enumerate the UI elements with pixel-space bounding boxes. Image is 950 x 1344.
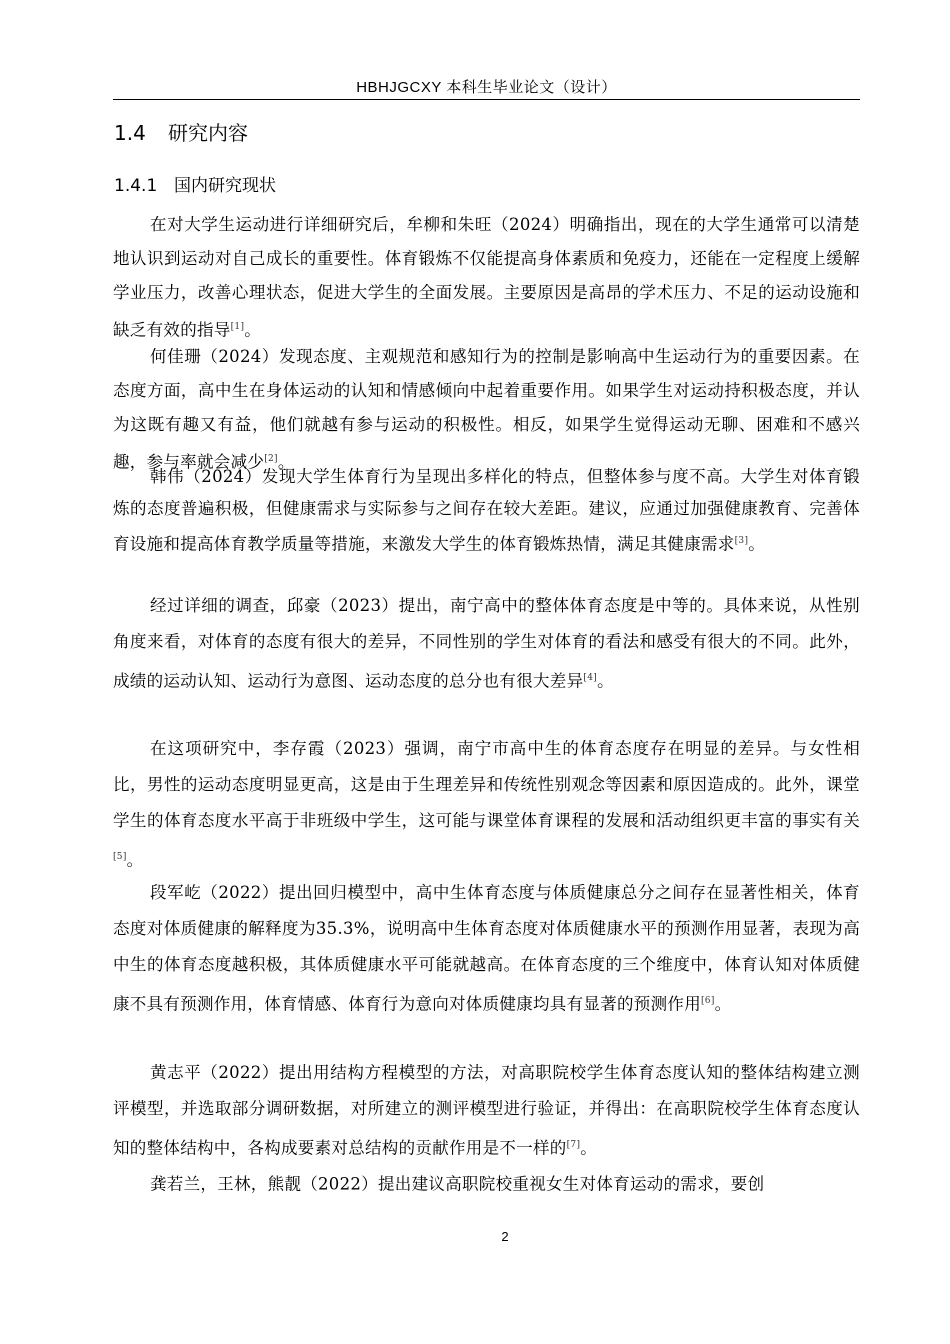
running-header: HBHJGCXY 本科生毕业论文（设计） bbox=[356, 79, 617, 96]
paragraph-text: 韩伟（2024）发现大学生体育行为呈现出多样化的特点，但整体参与度不高。大学生对体育锻炼的态度普遍积极，但健康需求与实际参与之间存在较大差距。建议，应通过加强健康教育、完善体育设施和提高体育教学质量等措施，来激发大学生的体育锻炼热情，满足其健康需求 bbox=[113, 467, 860, 554]
citation-ref: [4] bbox=[583, 673, 598, 683]
section-number: 1.4 bbox=[114, 121, 146, 145]
header-rule bbox=[113, 99, 860, 100]
paragraph-text: 黄志平（2022）提出用结构方程模型的方法，对高职院校学生体育态度认知的整体结构建立测评模型，并选取部分调研数据，对所建立的测评模型进行验证，并得出：在高职院校学生体育态度认知的整体结构中，各构成要素对总结构的贡献作用是不一样的 bbox=[113, 1063, 860, 1158]
citation-ref: [3] bbox=[734, 536, 749, 546]
subsection-title: 国内研究现状 bbox=[174, 176, 276, 196]
paragraph: 经过详细的调查，邱豪（2023）提出，南宁高中的整体体育态度是中等的。具体来说，从性别角度来看，对体育的态度有很大的差异，不同性别的学生对体育的看法和感受有很大的不同。此外，成绩的运动认知、运动行为意图、运动态度的总分也有很大差异[4]。 bbox=[113, 596, 860, 691]
citation-ref: [6] bbox=[701, 996, 715, 1006]
paragraph-text: 在这项研究中，李存霞（2023）强调，南宁市高中生的体育态度存在明显的差异。与女性相比，男性的运动态度明显更高，这是由于生理差异和传统性别观念等因素和原因造成的。此外，课堂学生的体育态度水平高于非班级中学生，这可能与课堂体育课程的发展和活动组织更丰富的事实有关 bbox=[113, 739, 860, 830]
paragraph-text: 何佳珊（2024）发现态度、主观规范和感知行为的控制是影响高中生运动行为的重要因素。在态度方面，高中生在身体运动的认知和情感倾向中起着重要作用。如果学生对运动持积极态度，并认为这既有趣又有益，他们就越有参与运动的积极性。相反，如果学生觉得运动无聊、困难和不感兴趣，参与率就会减少 bbox=[113, 347, 860, 472]
paragraph: 韩伟（2024）发现大学生体育行为呈现出多样化的特点，但整体参与度不高。大学生对体育锻炼的态度普遍积极，但健康需求与实际参与之间存在较大差距。建议，应通过加强健康教育、完善体育设施和提高体育教学质量等措施，来激发大学生的体育锻炼热情，满足其健康需求[3]。 bbox=[113, 467, 860, 554]
paragraph: 在对大学生运动进行详细研究后，牟柳和朱旺（2024）明确指出，现在的大学生通常可以清楚地认识到运动对自己成长的重要性。体育锻炼不仅能提高身体素质和免疫力，还能在一定程度上缓解学业压力，改善心理状态，促进大学生的全面发展。主要原因是高昂的学术压力、不足的运动设施和缺乏有效的指导[1]。 bbox=[113, 215, 860, 340]
paragraph: 黄志平（2022）提出用结构方程模型的方法，对高职院校学生体育态度认知的整体结构建立测评模型，并选取部分调研数据，对所建立的测评模型进行验证，并得出：在高职院校学生体育态度认知的整体结构中，各构成要素对总结构的贡献作用是不一样的[7]。 bbox=[113, 1063, 860, 1158]
section-title: 研究内容 bbox=[168, 121, 248, 145]
section-heading bbox=[114, 117, 248, 146]
paragraph-text: 段军屹（2022）提出回归模型中，高中生体育态度与体质健康总分之间存在显著性相关，体育态度对体质健康的解释度为35.3%，说明高中生体育态度对体质健康水平的预测作用显著，表现为高中生的体育态度越积极，其体质健康水平可能就越高。在体育态度的三个维度中，体育认知对体质健康不具有预测作用，体育情感、体育行为意向对体质健康均具有显著的预测作用 bbox=[113, 883, 860, 1014]
paragraph-text: 经过详细的调查，邱豪（2023）提出，南宁高中的整体体育态度是中等的。具体来说，从性别角度来看，对体育的态度有很大的差异，不同性别的学生对体育的看法和感受有很大的不同。此外，成绩的运动认知、运动行为意图、运动态度的总分也有很大差异 bbox=[113, 596, 860, 691]
paragraph: 在这项研究中，李存霞（2023）强调，南宁市高中生的体育态度存在明显的差异。与女性相比，男性的运动态度明显更高，这是由于生理差异和传统性别观念等因素和原因造成的。此外，课堂学生的体育态度水平高于非班级中学生，这可能与课堂体育课程的发展和活动组织更丰富的事实有关[5]。 bbox=[113, 739, 860, 870]
paragraph: 何佳珊（2024）发现态度、主观规范和感知行为的控制是影响高中生运动行为的重要因素。在态度方面，高中生在身体运动的认知和情感倾向中起着重要作用。如果学生对运动持积极态度，并认为这既有趣又有益，他们就越有参与运动的积极性。相反，如果学生觉得运动无聊、困难和不感兴趣，参与率就会减少[2]。 bbox=[113, 347, 860, 472]
paragraph-text: 在对大学生运动进行详细研究后，牟柳和朱旺（2024）明确指出，现在的大学生通常可以清楚地认识到运动对自己成长的重要性。体育锻炼不仅能提高身体素质和免疫力，还能在一定程度上缓解学业压力，改善心理状态，促进大学生的全面发展。主要原因是高昂的学术压力、不足的运动设施和缺乏有效的指导 bbox=[113, 215, 860, 340]
citation-ref: [5] bbox=[113, 852, 127, 862]
citation-ref: [1] bbox=[230, 322, 245, 332]
page-number: 2 bbox=[501, 1229, 509, 1244]
paragraph-text: 龚若兰，王林，熊靓（2022）提出建议高职院校重视女生对体育运动的需求，要创 bbox=[150, 1174, 765, 1194]
subsection-number: 1.4.1 bbox=[114, 176, 158, 196]
citation-ref: [7] bbox=[566, 1140, 581, 1150]
paragraph: 段军屹（2022）提出回归模型中，高中生体育态度与体质健康总分之间存在显著性相关，体育态度对体质健康的解释度为35.3%，说明高中生体育态度对体质健康水平的预测作用显著，表现为高中生的体育态度越积极，其体质健康水平可能就越高。在体育态度的三个维度中，体育认知对体质健康不具有预测作用，体育情感、体育行为意向对体质健康均具有显著的预测作用[6]。 bbox=[113, 883, 860, 1014]
subsection-heading bbox=[114, 171, 276, 196]
citation-ref: [2] bbox=[264, 454, 278, 464]
paragraph bbox=[113, 1163, 860, 1203]
